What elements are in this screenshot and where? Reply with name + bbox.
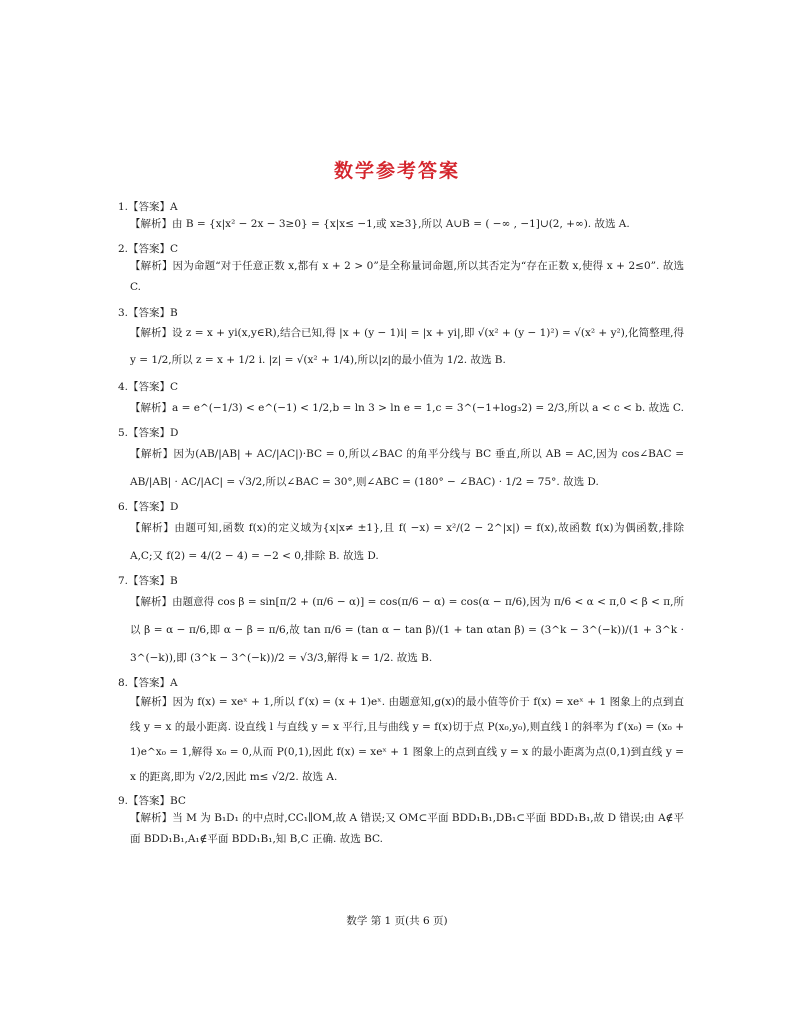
answer-label: 8.【答案】A (118, 677, 178, 689)
page-title: 数学参考答案 (333, 160, 460, 182)
answer-label: 5.【答案】D (118, 427, 179, 439)
question-1 (118, 200, 684, 234)
answer-label: 2.【答案】C (118, 243, 179, 255)
answer-label: 9.【答案】BC (118, 795, 186, 807)
question-2 (118, 242, 684, 298)
question-4 (118, 380, 684, 422)
solution-text: 【解析】由 B = {x|x² − 2x − 3≥0} = {x|x≤ −1,或 x≥3},所以 A∪B = ( −∞ , −1]∪(2, +∞). 故选 A. (130, 218, 630, 230)
question-8 (118, 676, 684, 790)
answer-label: 3.【答案】B (118, 307, 178, 319)
solution-text: 【解析】a = e^(−1/3) < e^(−1) < 1/2,b = ln 3 > ln e = 1,c = 3^(−1+log₃2) = 2/3,所以 a < c < b. 故选 C. (130, 402, 684, 414)
solution-text: 【解析】因为命题“对于任意正数 x,都有 x + 2 > 0”是全称量词命题,所以其否定为“存在正数 x,使得 x + 2≤0”. 故选 C. (130, 260, 684, 293)
answer-label: 6.【答案】D (118, 501, 179, 513)
answer-label: 7.【答案】B (118, 575, 178, 587)
answer-label: 4.【答案】C (118, 381, 179, 393)
page-footer: 数学 第 1 页(共 6 页) (346, 915, 448, 927)
question-7 (118, 574, 684, 672)
solution-text: 【解析】由题意得 cos β = sin[π/2 + (π/6 − α)] = cos(π/6 − α) = cos(α − π/6),因为 π/6 < α < π,0 < β < π,所以 β = α − π/6,即 α − β = π/6,故 tan π/6 = (tan α − tan β)/(1 + tan αtan β) = (3^k − 3^(−k))/(1 + 3^k · 3^(−k)),即 (3^k − 3^(−k))/2 = √3/3,解得 k = 1/2. 故选 B. (130, 596, 684, 664)
question-9 (118, 794, 684, 850)
question-3 (118, 306, 684, 374)
question-5 (118, 426, 684, 496)
solution-text: 【解析】当 M 为 B₁D₁ 的中点时,CC₁∥OM,故 A 错误;又 OM⊂平面 BDD₁B₁,DB₁⊂平面 BDD₁B₁,故 D 错误;由 A∉平面 BDD₁B₁,A₁∉平面 BDD₁B₁,知 B,C 正确. 故选 BC. (130, 812, 684, 845)
solution-text: 【解析】因为(AB/|AB| + AC/|AC|)·BC = 0,所以∠BAC 的角平分线与 BC 垂直,所以 AB = AC,因为 cos∠BAC = AB/|AB| · AC/|AC| = √3/2,所以∠BAC = 30°,则∠ABC = (180° − ∠BAC) · 1/2 = 75°. 故选 D. (130, 448, 684, 488)
solution-text: 【解析】设 z = x + yi(x,y∈R),结合已知,得 |x + (y − 1)i| = |x + yi|,即 √(x² + (y − 1)²) = √(x² + y²),化简整理,得 y = 1/2,所以 z = x + 1/2 i. |z| = √(x² + 1/4),所以|z|的最小值为 1/2. 故选 B. (130, 327, 684, 366)
question-6 (118, 500, 684, 570)
solution-text: 【解析】因为 f(x) = xeˣ + 1,所以 f′(x) = (x + 1)eˣ. 由题意知,g(x)的最小值等价于 f(x) = xeˣ + 1 图象上的点到直线 y = x 的最小距离. 设直线 l 与直线 y = x 平行,且与曲线 y = f(x)切于点 P(x₀,y₀),则直线 l 的斜率为 f′(x₀) = (x₀ + 1)e^x₀ = 1,解得 x₀ = 0,从而 P(0,1),因此 f(x) = xeˣ + 1 图象上的点到直线 y = x 的最小距离为点(0,1)到直线 y = x 的距离,即为 √2/2,因此 m≤ √2/2. 故选 A. (130, 696, 684, 783)
answer-list (118, 200, 684, 850)
answer-label: 1.【答案】A (118, 201, 178, 213)
solution-text: 【解析】由题可知,函数 f(x)的定义域为{x|x≠ ±1},且 f( −x) = x²/(2 − 2^|x|) = f(x),故函数 f(x)为偶函数,排除 A,C;又 f(2) = 4/(2 − 4) = −2 < 0,排除 B. 故选 D. (130, 522, 684, 562)
